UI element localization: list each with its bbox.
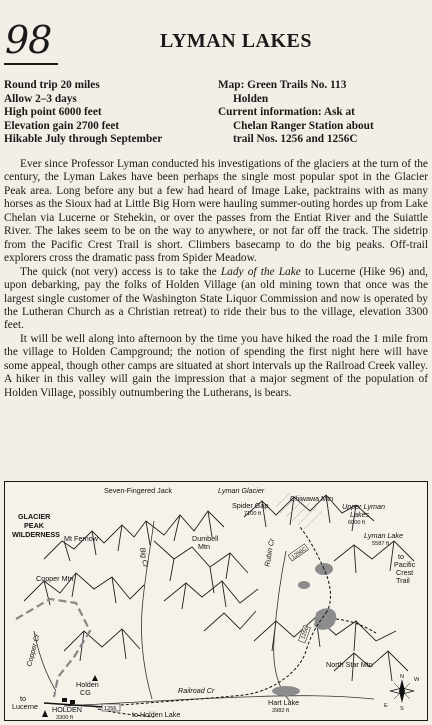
label-hart-lake-elev: 3982 ft (272, 708, 290, 714)
hart-lake-shape (272, 686, 300, 696)
fact-info: Current information: Ask at (218, 106, 355, 119)
trip-facts-right (218, 79, 430, 147)
label-1256-bottom: 1256 (104, 706, 117, 712)
label-seven-fingered-jack: Seven-Fingered Jack (104, 486, 172, 495)
label-railroad-cr: Railroad Cr (178, 686, 215, 695)
label-upper-lyman-elev: 6000 ft (348, 520, 366, 526)
label-peak: PEAK (24, 521, 44, 530)
paragraph-2-start: The quick (not very) access is to take the (20, 265, 221, 278)
label-spider-gap-elev: 7100 ft (244, 511, 262, 517)
label-big-cr: Big Cr (138, 546, 151, 569)
fact-info-3: trail Nos. 1256 and 1256C (233, 133, 358, 146)
label-rubin-cr: Rubin Cr (262, 537, 277, 568)
label-hart-lake: Hart Lake (268, 698, 300, 707)
label-upper-lyman-1: Upper Lyman (342, 502, 386, 511)
label-chiwawa-mtn: Chiwawa Mtn (290, 494, 334, 503)
fact-info-2: Chelan Ranger Station about (233, 119, 374, 132)
hike-number-underline (4, 63, 58, 65)
boat-name: Lady of the Lake (220, 265, 301, 278)
label-to-lucerne-1: to (20, 694, 26, 703)
label-lyman-glacier: Lyman Glacier (218, 486, 265, 495)
fact-map-name: Holden (233, 92, 269, 105)
label-north-star-mtn: North Star Mtn (326, 660, 373, 669)
trail-map-drawing (4, 481, 428, 721)
label-1256: 1256 (300, 626, 311, 641)
page-title: LYMAN LAKES (159, 30, 312, 52)
upper-lyman-lake-2 (298, 581, 310, 589)
holden-village-marker (62, 698, 67, 702)
label-to-lucerne-2: Lucerne (12, 702, 38, 711)
label-to-pct-1: to (398, 552, 404, 561)
label-glacier: GLACIER (18, 512, 51, 521)
label-spider-gap: Spider Gap (232, 501, 269, 510)
label-to-holden-lake: to Holden Lake (132, 710, 181, 719)
label-dumbell-1: Dumbell (192, 534, 219, 543)
holden-village-marker-2 (70, 700, 75, 704)
hike-description (4, 158, 428, 400)
label-holden-elev: 3300 ft (56, 715, 74, 721)
fact-elevation-gain: Elevation gain 2700 feet (4, 119, 120, 132)
paragraph-2 (4, 266, 428, 333)
compass-w: W (414, 677, 420, 683)
fact-map: Map: Green Trails No. 113 (218, 79, 347, 91)
label-mt-fernow: Mt Fernow (64, 534, 98, 543)
label-dumbell-2: Mtn (198, 542, 210, 551)
compass-s: S (400, 706, 404, 712)
label-wilderness: WILDERNESS (12, 530, 60, 539)
trail-map (4, 481, 428, 721)
hike-number: 98 (5, 18, 52, 62)
label-lyman-lake-elev: 5587 ft (372, 541, 390, 547)
paragraph-3: It will be well along into afternoon by the time you have hiked the road the 1 mile from the village to Holden Campground; the notion of spending the first night here will have some appeal, though other camps are situated at short intervals up the Railroad Creek valley. A hiker in this valley will gain the impression that a major segment of the population of Holden Village, possibly outnumbering the Lutherans, is bears. (4, 332, 428, 399)
fact-allow: Allow 2–3 days (4, 92, 77, 105)
compass-e: E (384, 703, 388, 709)
fact-round-trip: Round trip 20 miles (4, 79, 100, 91)
label-to-pct-4: Trail (396, 576, 410, 585)
compass-n: N (400, 674, 405, 680)
label-holden: HOLDEN (52, 705, 82, 714)
paragraph-1: Ever since Professor Lyman conducted his investigations of the glaciers at the turn of the century, the Lyman Lakes have been perhaps the single most popular spot in the Glacier Peak area. Long before any but a few had heard of Image Lake, packtrains with as many horses as the Sioux had at Little Big Horn were hauling summer-outing hordes up from Lake Chelan via Lucerne or Stehekin, or over the passes from the Entiat River and the Suiattle River. The lakes seem to be on the way to anywhere, or not far off the track. The sidetrip from the Pacific Crest Trail is short. Climbers basecamp to do the big peaks. Off-trail explorers cross the dramatic pass from Spider Meadow. (4, 158, 428, 265)
trip-facts-left (4, 79, 214, 147)
label-1256c: 1256C (290, 546, 308, 561)
label-copper-cr: Copper Cr (24, 633, 42, 668)
label-upper-lyman-2: Lakes (350, 510, 370, 519)
label-to-pct-2: Pacific (394, 560, 416, 569)
label-copper-mtn: Copper Mtn (36, 574, 74, 583)
label-holden-cg-1: Holden (76, 680, 99, 689)
label-lyman-lake: Lyman Lake (364, 531, 404, 540)
label-holden-cg-2: CG (80, 688, 91, 697)
fact-high-point: High point 6000 feet (4, 106, 102, 119)
paragraph-2-end: to Lucerne (Hike 96) and, upon debarking, pay the folks of Holden Village (an old mining town that once was the largest single customer of the Washington State Liquor Commission and now is operated by the Lutheran Church as a Christian retreat) to ride their bus to the village, elevation 3300 feet. (4, 265, 428, 332)
label-to-pct-3: Crest (396, 568, 414, 577)
fact-hikable: Hikable July through September (4, 133, 163, 146)
